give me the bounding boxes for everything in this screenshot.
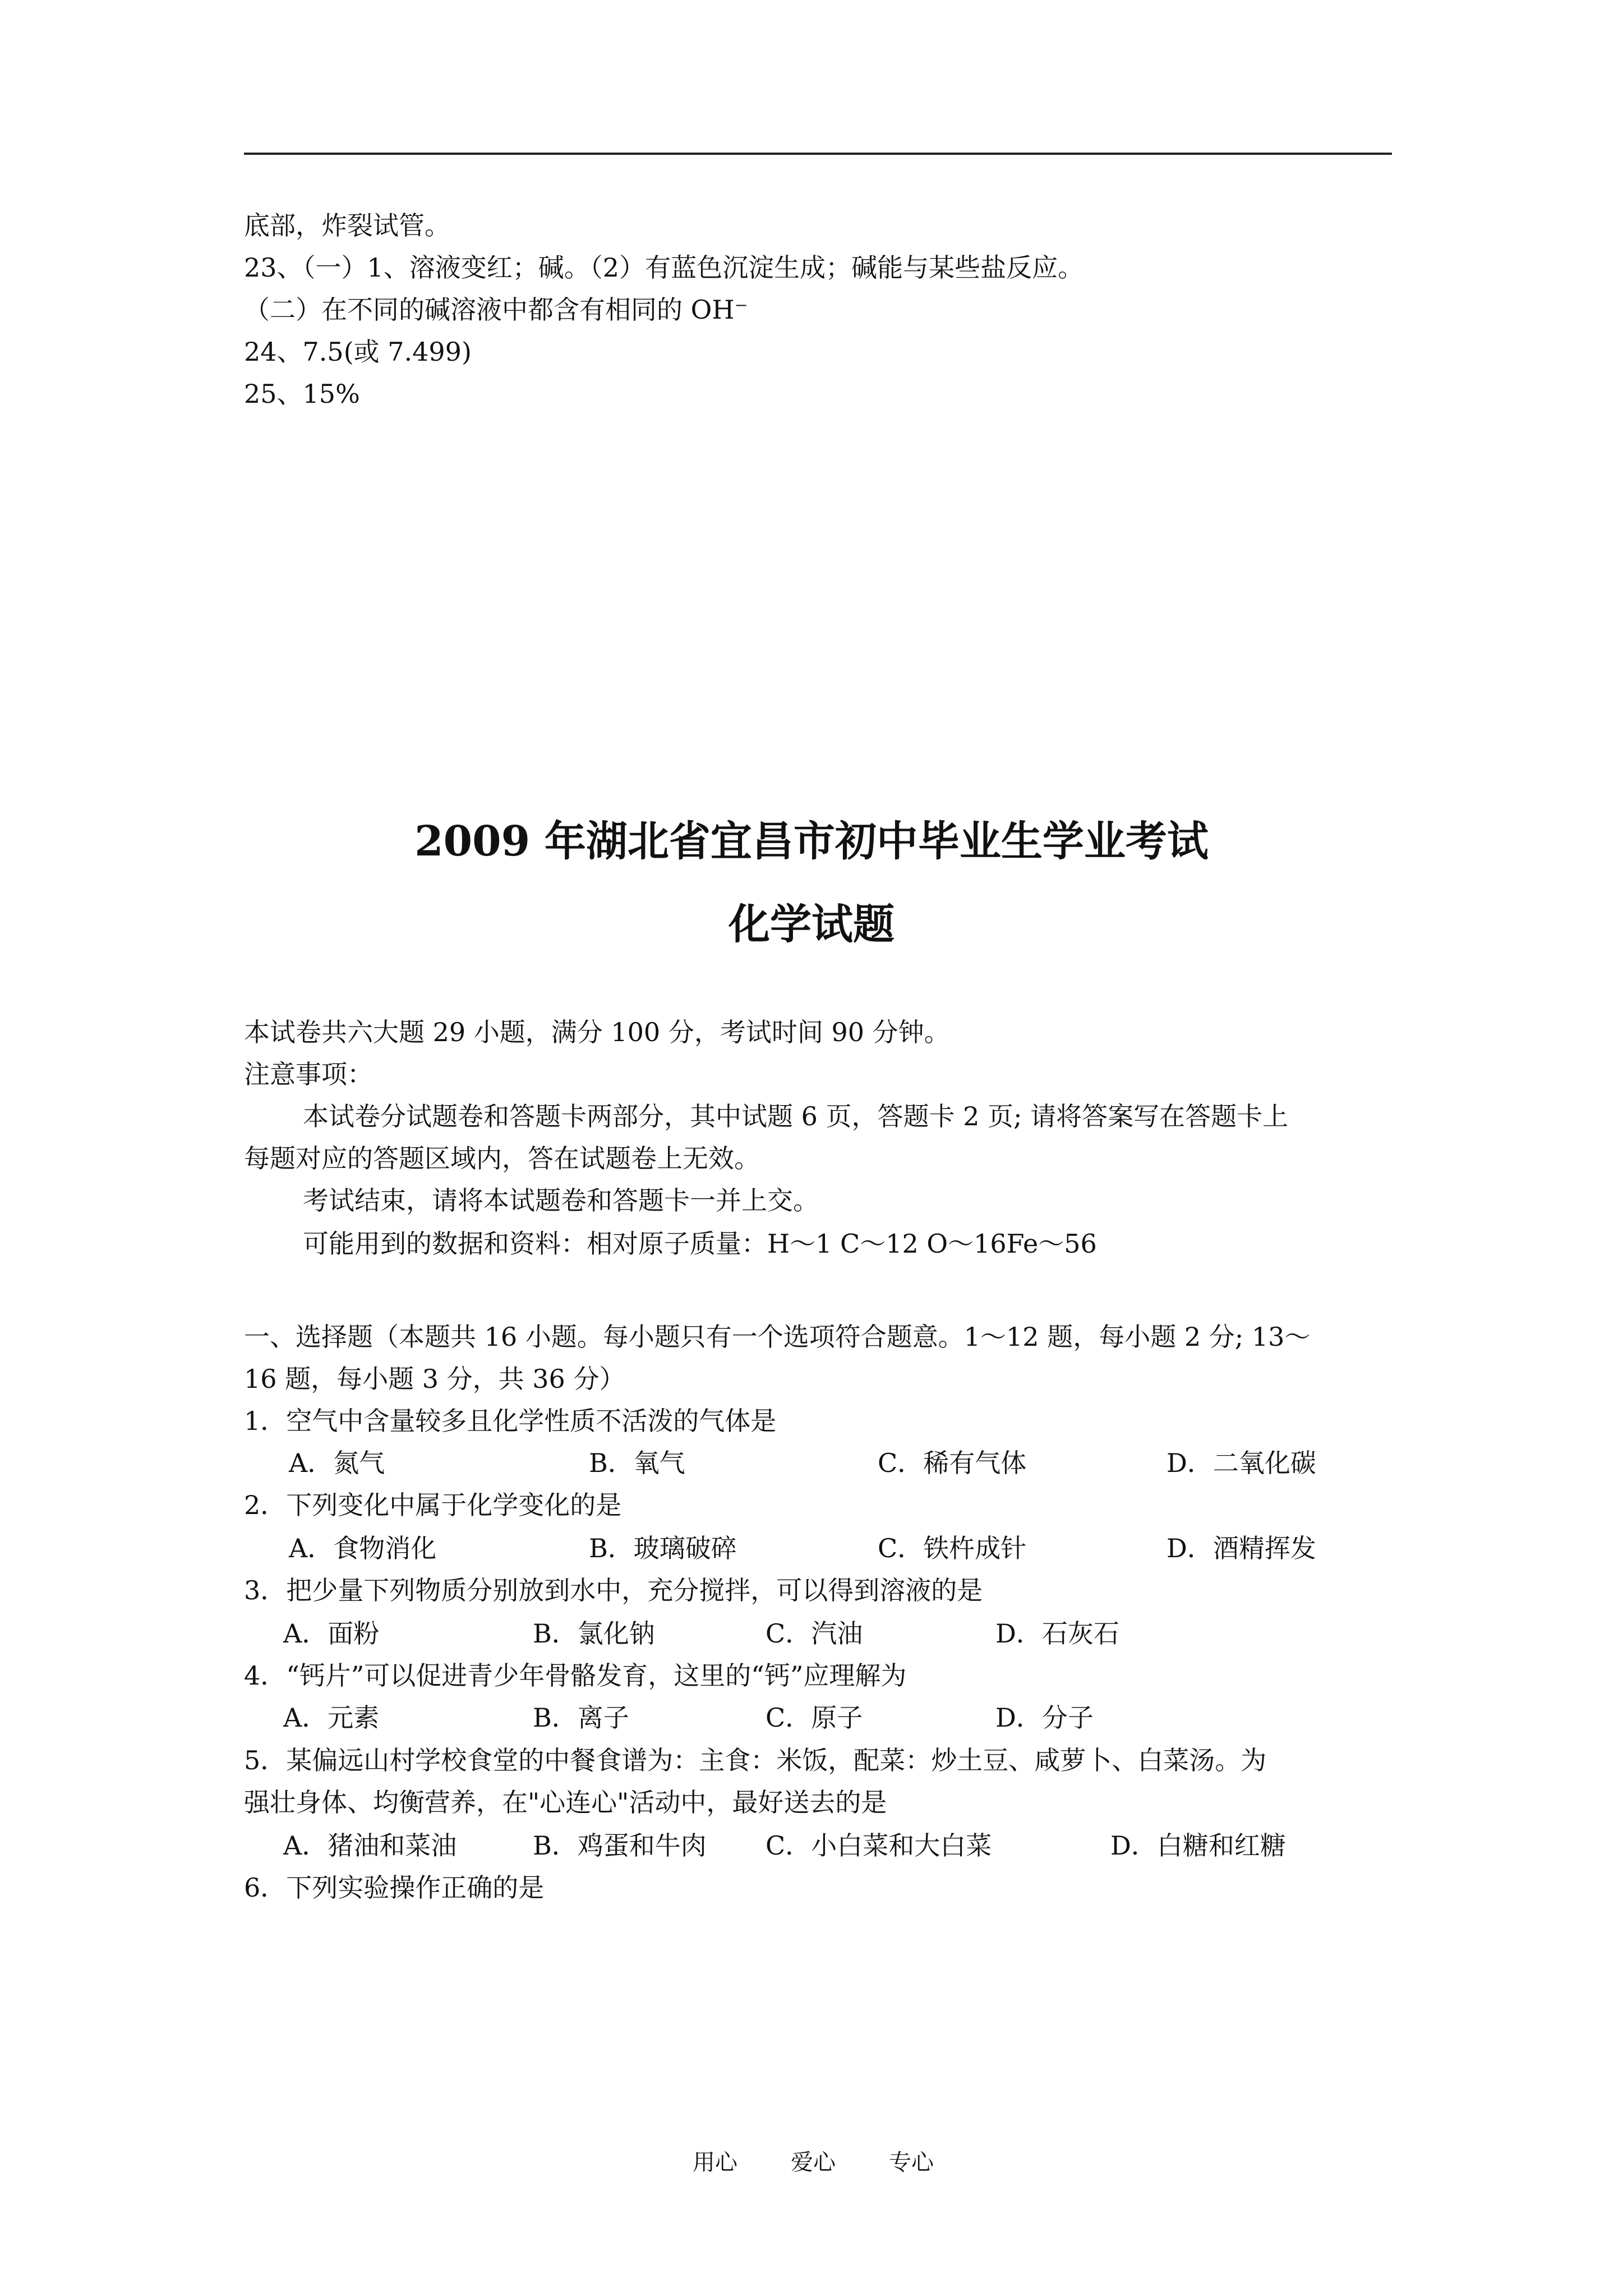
answer-line-23: 23、（一）1、溶液变红；碱。（2）有蓝色沉淀生成；碱能与某些盐反应。 (244, 252, 1084, 283)
answer-line-1: 底部，炸裂试管。 (244, 210, 450, 241)
question-4-stem: 4．“钙片”可以促进青少年骨骼发育，这里的“钙”应理解为 (244, 1660, 907, 1691)
exam-intro: 本试卷共六大题 29 小题，满分 100 分，考试时间 90 分钟。 (244, 1017, 950, 1047)
note-3: 可能用到的数据和资料：相对原子质量：H～1 C～12 O～16Fe～56 (303, 1228, 1097, 1259)
question-5-option-c: C．小白菜和大白菜 (766, 1830, 992, 1861)
exam-title: 2009 年湖北省宜昌市初中毕业生学业考试 (414, 817, 1209, 866)
question-4-option-b: B．离子 (533, 1703, 629, 1733)
question-1-stem: 1．空气中含量较多且化学性质不活泼的气体是 (244, 1406, 777, 1436)
question-5-option-b: B．鸡蛋和牛肉 (533, 1830, 707, 1861)
question-2-option-d: D．酒精挥发 (1166, 1533, 1316, 1563)
note-1b: 每题对应的答题区域内，答在试题卷上无效。 (244, 1143, 760, 1174)
question-5-option-a: A．猪油和菜油 (283, 1830, 457, 1861)
question-2-option-b: B．玻璃破碎 (589, 1533, 737, 1563)
question-3-stem: 3．把少量下列物质分别放到水中，充分搅拌，可以得到溶液的是 (244, 1575, 983, 1605)
question-4-option-d: D．分子 (995, 1703, 1094, 1733)
question-4-option-a: A．元素 (283, 1703, 380, 1733)
question-3-option-a: A．面粉 (283, 1618, 380, 1649)
question-2-stem: 2．下列变化中属于化学变化的是 (244, 1490, 622, 1520)
section-1-heading: 一、选择题（本题共 16 小题。每小题只有一个选项符合题意。1～12 题，每小题 2 分; 13～ (244, 1322, 1311, 1352)
question-1-option-b: B．氧气 (589, 1448, 685, 1478)
note-2: 考试结束，请将本试题卷和答题卡一并上交。 (303, 1185, 819, 1216)
note-1a: 本试卷分试题卷和答题卡两部分，其中试题 6 页，答题卡 2 页; 请将答案写在答题卡上 (303, 1101, 1289, 1131)
footer-word-1: 用心 (693, 2150, 737, 2175)
question-5-option-d: D．白糖和红糖 (1110, 1830, 1286, 1861)
footer-word-3: 专心 (889, 2150, 934, 2175)
question-3-option-c: C．汽油 (766, 1618, 863, 1649)
question-2-option-c: C．铁杵成针 (878, 1533, 1027, 1563)
question-4-option-c: C．原子 (766, 1703, 863, 1733)
question-1-option-d: D．二氧化碳 (1166, 1448, 1316, 1478)
question-3-option-b: B．氯化钠 (533, 1618, 655, 1649)
answer-line-24: 24、7.5(或 7.499) (244, 337, 472, 367)
notes-heading: 注意事项： (244, 1059, 373, 1089)
exam-subtitle: 化学试题 (728, 900, 895, 949)
question-1-option-c: C．稀有气体 (878, 1448, 1027, 1478)
question-2-option-a: A．食物消化 (289, 1533, 437, 1563)
section-1-heading-cont: 16 题，每小题 3 分，共 36 分） (244, 1364, 625, 1394)
question-5-stem-cont: 强壮身体、均衡营养，在"心连心"活动中，最好送去的是 (244, 1787, 887, 1818)
answer-line-23-part2: （二）在不同的碱溶液中都含有相同的 OH⁻ (244, 295, 748, 325)
question-5-stem: 5．某偏远山村学校食堂的中餐食谱为：主食：米饭，配菜：炒土豆、咸萝卜、白菜汤。为 (244, 1745, 1267, 1775)
question-3-option-d: D．石灰石 (995, 1618, 1119, 1649)
footer-word-2: 爱心 (791, 2150, 836, 2175)
question-6-stem: 6．下列实验操作正确的是 (244, 1872, 545, 1903)
header-rule (244, 153, 1392, 155)
answer-line-25: 25、15% (244, 379, 360, 409)
question-1-option-a: A．氮气 (289, 1448, 385, 1478)
